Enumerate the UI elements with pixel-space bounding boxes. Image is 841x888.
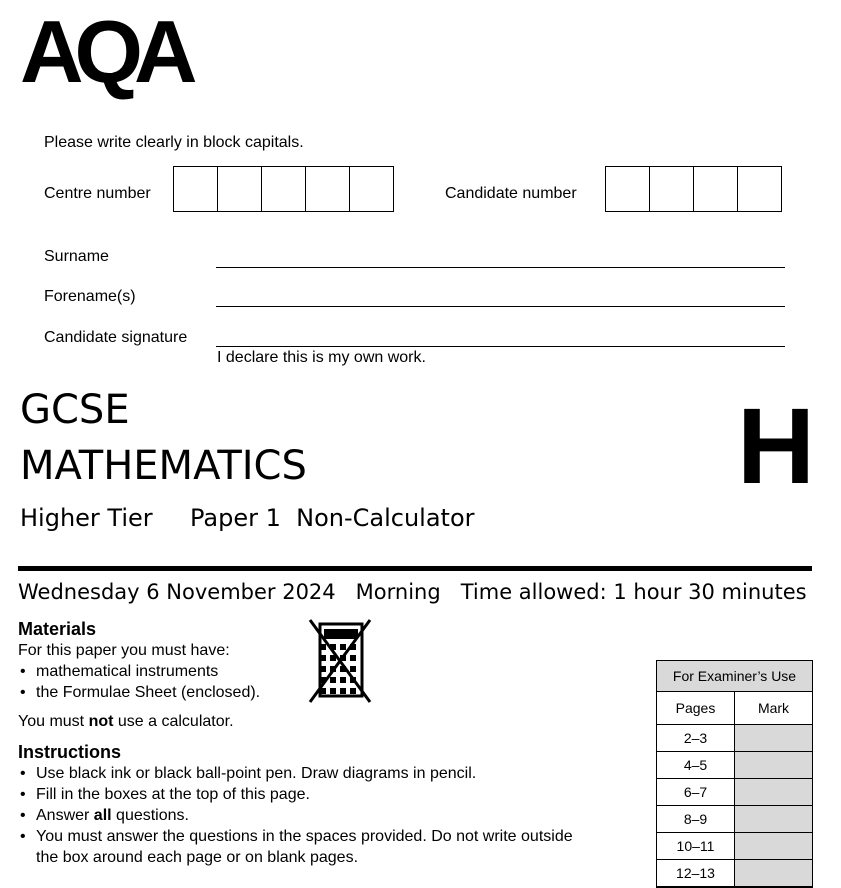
- subject-title: MATHEMATICS: [20, 443, 307, 489]
- forename-label: Forename(s): [44, 288, 136, 305]
- instructions-heading: Instructions: [18, 742, 122, 762]
- mark-cell: [735, 806, 812, 832]
- table-row: [657, 833, 812, 860]
- examiners-use-columns: [657, 692, 812, 725]
- declaration-text: I declare this is my own work.: [217, 349, 426, 366]
- examiners-use-table: [656, 660, 813, 888]
- mark-cell: [735, 725, 812, 751]
- instruction-item: • You must answer the questions in the spaces provided. Do not write outside the box around each page or on blank pages.: [18, 826, 576, 868]
- pages-cell: 2–3: [657, 725, 735, 751]
- mark-cell: [735, 752, 812, 778]
- tier-label: Higher Tier: [20, 504, 153, 532]
- aqa-logo: AQA: [20, 2, 189, 101]
- pages-column-header: Pages: [657, 692, 735, 724]
- centre-number-box[interactable]: [173, 166, 218, 212]
- centre-number-label: Centre number: [44, 185, 151, 202]
- candidate-number-boxes[interactable]: [606, 166, 782, 212]
- materials-item: • the Formulae Sheet (enclosed).: [18, 682, 318, 703]
- pages-cell: 12–13: [657, 860, 735, 886]
- title-rule: [18, 566, 812, 571]
- calculator-notice: You must not use a calculator.: [18, 713, 234, 730]
- qualification-title: GCSE: [20, 387, 130, 433]
- materials-intro: For this paper you must have:: [18, 642, 230, 659]
- pages-cell: 4–5: [657, 752, 735, 778]
- table-row: [657, 779, 812, 806]
- candidate-number-label: Candidate number: [445, 185, 577, 202]
- pages-cell: 8–9: [657, 806, 735, 832]
- forename-field[interactable]: [216, 306, 785, 307]
- tier-letter: H: [737, 385, 815, 506]
- materials-list: [18, 661, 318, 703]
- mark-cell: [735, 833, 812, 859]
- no-calculator-icon: [306, 618, 374, 704]
- mark-cell: [735, 860, 812, 886]
- signature-label: Candidate signature: [44, 329, 188, 346]
- surname-field[interactable]: [216, 267, 785, 268]
- instructions-list: [18, 763, 618, 868]
- pages-cell: 6–7: [657, 779, 735, 805]
- block-capitals-instruction: Please write clearly in block capitals.: [44, 134, 304, 151]
- centre-number-boxes[interactable]: [174, 166, 394, 212]
- centre-number-box[interactable]: [349, 166, 394, 212]
- instruction-item: • Use black ink or black ball-point pen. Draw diagrams in pencil.: [18, 763, 618, 784]
- centre-number-box[interactable]: [305, 166, 350, 212]
- table-row: [657, 725, 812, 752]
- materials-section: [18, 619, 318, 732]
- paper-name: Paper 1 Non-Calculator: [190, 504, 475, 532]
- mark-column-header: Mark: [757, 700, 790, 716]
- candidate-number-box[interactable]: [693, 166, 738, 212]
- pages-cell: 10–11: [657, 833, 735, 859]
- centre-number-box[interactable]: [261, 166, 306, 212]
- candidate-number-box[interactable]: [737, 166, 782, 212]
- instruction-item: • Fill in the boxes at the top of this page.: [18, 784, 618, 805]
- examiners-use-title: For Examiner’s Use: [657, 661, 812, 692]
- materials-heading: Materials: [18, 619, 97, 639]
- surname-label: Surname: [44, 248, 109, 265]
- instruction-item: • Answer all questions.: [18, 805, 618, 826]
- signature-field[interactable]: [216, 346, 785, 347]
- centre-number-box[interactable]: [217, 166, 262, 212]
- table-row: [657, 752, 812, 779]
- exam-date-line: Wednesday 6 November 2024 Morning Time allowed: 1 hour 30 minutes: [18, 580, 807, 604]
- candidate-number-box[interactable]: [649, 166, 694, 212]
- candidate-number-box[interactable]: [605, 166, 650, 212]
- instructions-section: [18, 742, 618, 868]
- table-row: [657, 806, 812, 833]
- materials-item: • mathematical instruments: [18, 661, 318, 682]
- mark-cell: [735, 779, 812, 805]
